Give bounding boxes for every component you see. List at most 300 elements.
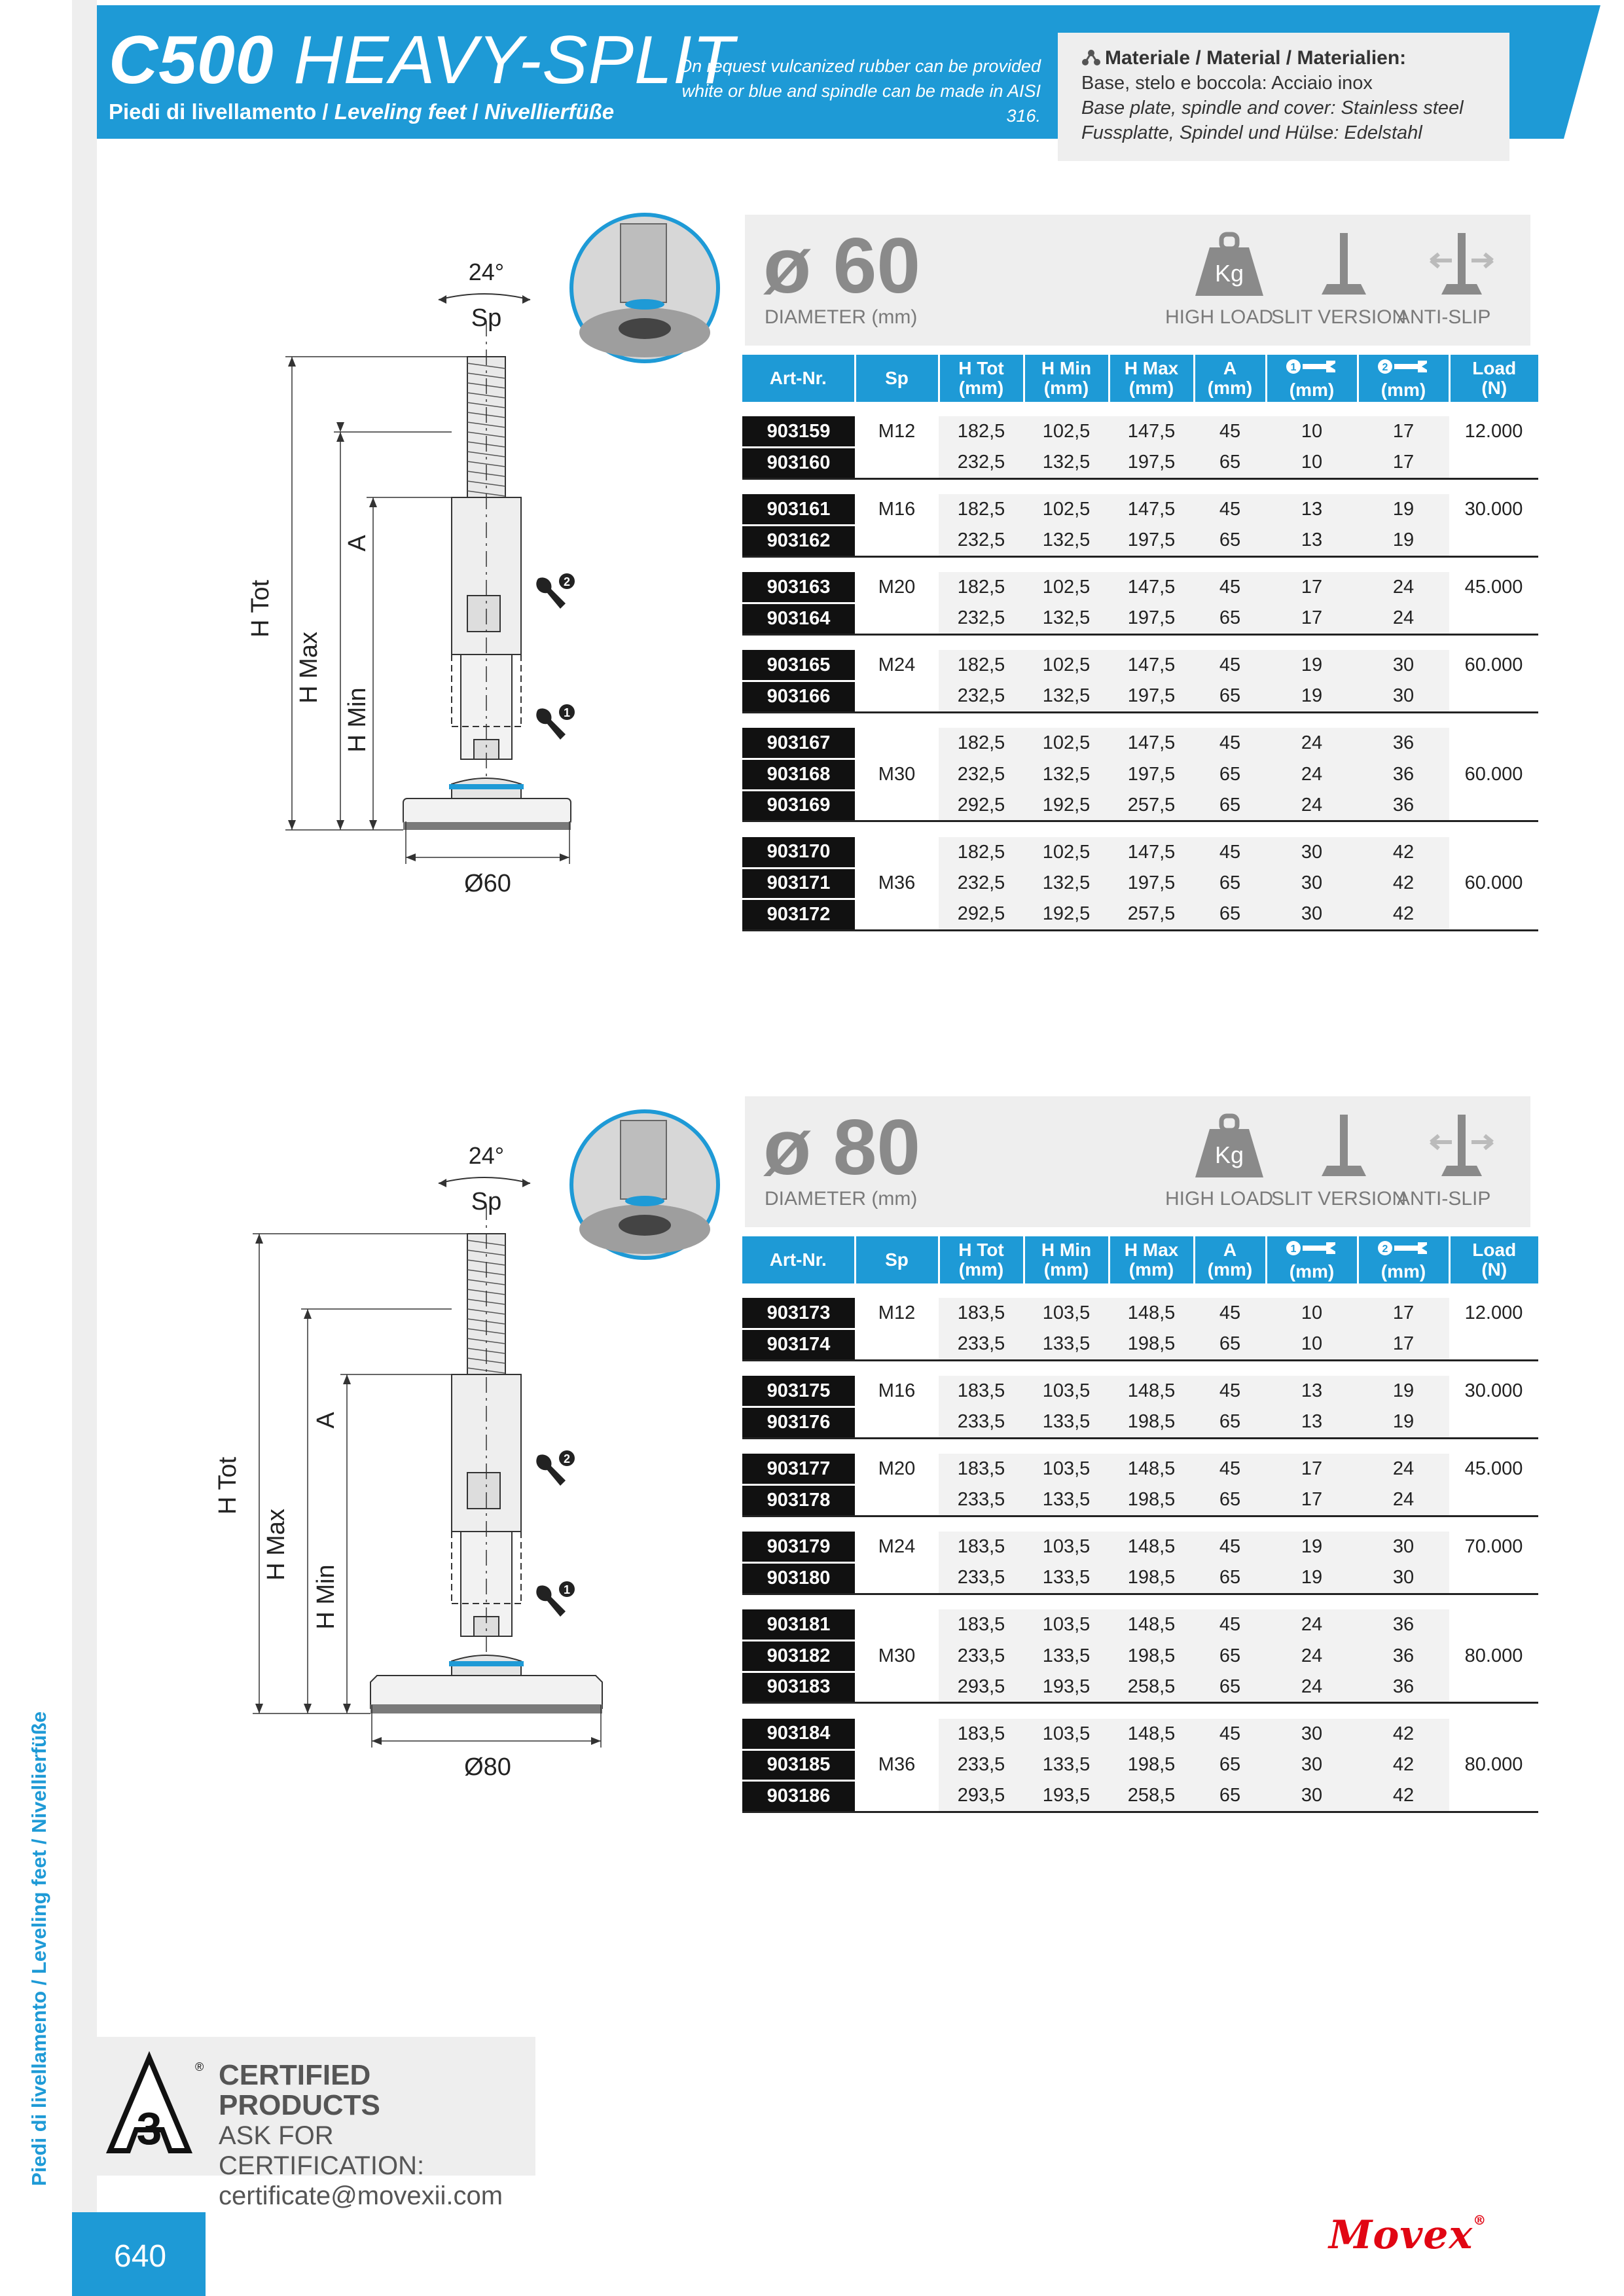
- h-max-value: 147,5: [1109, 416, 1194, 448]
- wrench-2-value: 17: [1358, 448, 1449, 479]
- h-max-value: 197,5: [1109, 526, 1194, 557]
- h-max-value: 148,5: [1109, 1532, 1194, 1563]
- col-htot: H Tot (mm): [939, 355, 1024, 402]
- anti-slip-icon: [1426, 1109, 1498, 1181]
- h-max-value: 258,5: [1109, 1672, 1194, 1703]
- a-value: 65: [1194, 526, 1266, 557]
- art-number: 903159: [742, 416, 855, 448]
- table-spacer: [742, 1360, 1538, 1376]
- h-min-value: 133,5: [1024, 1485, 1109, 1516]
- h-max-value: 197,5: [1109, 603, 1194, 635]
- col-wrench-2: 2 (mm): [1358, 1236, 1449, 1283]
- art-number: 903167: [742, 728, 855, 759]
- a-value: 65: [1194, 868, 1266, 899]
- a-value: 65: [1194, 759, 1266, 791]
- h-max-value: 148,5: [1109, 1609, 1194, 1641]
- kg-weight-icon: [1190, 1109, 1269, 1181]
- wrench-1-value: 10: [1266, 416, 1358, 448]
- wrench-1-icon: [536, 704, 575, 740]
- h-tot-value: 182,5: [939, 650, 1024, 681]
- thread-size: M12: [855, 1298, 939, 1329]
- subtitle-it: Piedi di livellamento: [109, 99, 317, 124]
- a-value: 65: [1194, 681, 1266, 713]
- thread-size: [855, 1781, 939, 1812]
- a-value: 65: [1194, 1781, 1266, 1812]
- wrench-2-value: 42: [1358, 868, 1449, 899]
- load-value: 45.000: [1449, 1454, 1538, 1485]
- table-row: [742, 572, 1538, 603]
- h-max-value: 147,5: [1109, 494, 1194, 526]
- wrench-1-value: 13: [1266, 1376, 1358, 1407]
- wrench-2-value: 42: [1358, 1749, 1449, 1781]
- wrench-1-value: 30: [1266, 868, 1358, 899]
- table-row: [742, 1672, 1538, 1703]
- table-row: [742, 416, 1538, 448]
- diameter-value: ø 60: [763, 222, 921, 310]
- load-value: [1449, 1563, 1538, 1594]
- wrench-1-value: 13: [1266, 526, 1358, 557]
- wrench-1-value: 10: [1266, 448, 1358, 479]
- note-line: On request vulcanized rubber can be provided: [678, 56, 1041, 76]
- art-number: 903170: [742, 837, 855, 869]
- h-max-value: 197,5: [1109, 681, 1194, 713]
- a-value: 65: [1194, 1485, 1266, 1516]
- subtitle-en: Leveling feet: [334, 99, 467, 124]
- h-min-value: 193,5: [1024, 1781, 1109, 1812]
- h-min-value: 102,5: [1024, 572, 1109, 603]
- art-number: 903183: [742, 1672, 855, 1703]
- wrench-2-value: 19: [1358, 1376, 1449, 1407]
- wrench-2-value: 19: [1358, 494, 1449, 526]
- h-tot-value: 182,5: [939, 494, 1024, 526]
- a-value: 65: [1194, 448, 1266, 479]
- h-min-value: 102,5: [1024, 837, 1109, 869]
- h-tot-value: 232,5: [939, 681, 1024, 713]
- thread-size: M12: [855, 416, 939, 448]
- wrench-2-value: 42: [1358, 1719, 1449, 1750]
- label-h-tot: H Tot: [247, 579, 274, 638]
- svg-text:2: 2: [563, 575, 571, 588]
- h-tot-value: 182,5: [939, 572, 1024, 603]
- thread-size: [855, 728, 939, 759]
- table-row: [742, 526, 1538, 557]
- note-line: white or blue and spindle can be made in AISI 316.: [681, 81, 1041, 126]
- load-value: 30.000: [1449, 494, 1538, 526]
- h-tot-value: 293,5: [939, 1672, 1024, 1703]
- brand-logo: [1329, 2212, 1487, 2258]
- h-min-value: 132,5: [1024, 526, 1109, 557]
- a-value: 65: [1194, 603, 1266, 635]
- h-min-value: 132,5: [1024, 603, 1109, 635]
- subtitle-de: Nivellierfüße: [484, 99, 615, 124]
- thread-size: [855, 790, 939, 821]
- h-min-value: 132,5: [1024, 868, 1109, 899]
- h-max-value: 148,5: [1109, 1298, 1194, 1329]
- subtitle-sep: /: [316, 99, 334, 124]
- art-number: 903184: [742, 1719, 855, 1750]
- table-row: [742, 1749, 1538, 1781]
- h-tot-value: 293,5: [939, 1781, 1024, 1812]
- load-value: 60.000: [1449, 868, 1538, 899]
- wrench-2-value: 24: [1358, 1454, 1449, 1485]
- a-value: 45: [1194, 650, 1266, 681]
- h-tot-value: 182,5: [939, 837, 1024, 869]
- thread-size: [855, 448, 939, 479]
- material-heading: [1081, 46, 1509, 71]
- table-header-row: [742, 1236, 1538, 1283]
- thread-size: [855, 1485, 939, 1516]
- table-row: [742, 899, 1538, 931]
- load-value: 12.000: [1449, 1298, 1538, 1329]
- table-spacer: [742, 1594, 1538, 1609]
- spec-header-80: [745, 1096, 1530, 1227]
- thread-size: M24: [855, 1532, 939, 1563]
- h-tot-value: 233,5: [939, 1329, 1024, 1361]
- art-number: 903165: [742, 650, 855, 681]
- thread-size: M24: [855, 650, 939, 681]
- load-value: [1449, 1672, 1538, 1703]
- label-sp: Sp: [471, 304, 502, 332]
- wrench-2-icon: [1377, 357, 1430, 376]
- h-max-value: 257,5: [1109, 790, 1194, 821]
- a-value: 45: [1194, 572, 1266, 603]
- feature-slit-version: SLIT VERSION: [1271, 1188, 1407, 1210]
- wrench-2-value: 19: [1358, 526, 1449, 557]
- h-min-value: 102,5: [1024, 416, 1109, 448]
- label-h-min: H Min: [312, 1564, 340, 1630]
- cert-ask: ASK FOR CERTIFICATION:: [219, 2121, 425, 2180]
- data-table-80: [742, 1236, 1538, 1813]
- load-value: [1449, 448, 1538, 479]
- h-max-value: 197,5: [1109, 759, 1194, 791]
- wrench-2-value: 36: [1358, 728, 1449, 759]
- h-tot-value: 232,5: [939, 759, 1024, 791]
- detail-photo: [571, 1111, 718, 1258]
- spec-header-60: [745, 215, 1530, 346]
- wrench-1-value: 24: [1266, 759, 1358, 791]
- thread-size: [855, 899, 939, 931]
- table-row: [742, 1563, 1538, 1594]
- h-max-value: 198,5: [1109, 1641, 1194, 1672]
- col-sp: Sp: [855, 1236, 939, 1283]
- wrench-2-value: 19: [1358, 1407, 1449, 1439]
- wrench-1-value: 19: [1266, 681, 1358, 713]
- wrench-2-value: 30: [1358, 1563, 1449, 1594]
- h-min-value: 132,5: [1024, 759, 1109, 791]
- wrench-2-value: 24: [1358, 572, 1449, 603]
- art-number: 903162: [742, 526, 855, 557]
- load-value: 70.000: [1449, 1532, 1538, 1563]
- h-min-value: 133,5: [1024, 1563, 1109, 1594]
- wrench-2-value: 30: [1358, 681, 1449, 713]
- material-en: Base plate, spindle and cover: Stainless steel: [1081, 98, 1464, 118]
- wrench-2-icon: [1377, 1238, 1430, 1258]
- table-row: [742, 837, 1538, 869]
- wrench-1-value: 19: [1266, 650, 1358, 681]
- page-title: [109, 22, 735, 98]
- feature-slit-version: SLIT VERSION: [1271, 306, 1407, 328]
- col-hmin: H Min (mm): [1024, 1236, 1109, 1283]
- load-value: [1449, 1719, 1538, 1750]
- art-number: 903186: [742, 1781, 855, 1812]
- wrench-1-value: 10: [1266, 1329, 1358, 1361]
- load-value: 60.000: [1449, 759, 1538, 791]
- h-max-value: 198,5: [1109, 1407, 1194, 1439]
- wrench-1-value: 17: [1266, 1485, 1358, 1516]
- feature-high-load: HIGH LOAD: [1165, 1188, 1274, 1210]
- table-row: [742, 790, 1538, 821]
- thread-size: [855, 526, 939, 557]
- table-spacer: [742, 712, 1538, 728]
- art-number: 903173: [742, 1298, 855, 1329]
- h-min-value: 103,5: [1024, 1719, 1109, 1750]
- h-min-value: 193,5: [1024, 1672, 1109, 1703]
- a-value: 65: [1194, 1563, 1266, 1594]
- art-number: 903160: [742, 448, 855, 479]
- thread-size: M16: [855, 494, 939, 526]
- h-min-value: 103,5: [1024, 1532, 1109, 1563]
- certification-box: [72, 2037, 535, 2210]
- wrench-1-value: 13: [1266, 1407, 1358, 1439]
- a-value: 45: [1194, 1719, 1266, 1750]
- load-value: 80.000: [1449, 1749, 1538, 1781]
- feature-anti-slip: ANTI-SLIP: [1397, 1188, 1491, 1210]
- col-sp: Sp: [855, 355, 939, 402]
- table-row: [742, 494, 1538, 526]
- table-spacer: [742, 634, 1538, 650]
- h-max-value: 147,5: [1109, 728, 1194, 759]
- wrench-2-value: 42: [1358, 837, 1449, 869]
- kg-label: Kg: [1214, 260, 1244, 287]
- h-tot-value: 183,5: [939, 1719, 1024, 1750]
- a-value: 45: [1194, 1298, 1266, 1329]
- thread-size: [855, 1719, 939, 1750]
- load-value: [1449, 1329, 1538, 1361]
- a-value: 45: [1194, 1376, 1266, 1407]
- col-load: Load (N): [1449, 355, 1538, 402]
- svg-text:1: 1: [563, 706, 571, 719]
- subtitle-sep: /: [466, 99, 485, 124]
- h-tot-value: 232,5: [939, 603, 1024, 635]
- h-max-value: 197,5: [1109, 448, 1194, 479]
- wrench-2-value: 36: [1358, 790, 1449, 821]
- h-max-value: 148,5: [1109, 1719, 1194, 1750]
- wrench-2-value: 36: [1358, 1641, 1449, 1672]
- h-max-value: 147,5: [1109, 650, 1194, 681]
- table-row: [742, 1376, 1538, 1407]
- col-hmax: H Max (mm): [1109, 355, 1194, 402]
- art-number: 903163: [742, 572, 855, 603]
- h-tot-value: 233,5: [939, 1407, 1024, 1439]
- col-art: Art-Nr.: [742, 355, 855, 402]
- h-min-value: 132,5: [1024, 448, 1109, 479]
- load-value: [1449, 1609, 1538, 1641]
- h-tot-value: 233,5: [939, 1641, 1024, 1672]
- technical-drawing-60: [236, 223, 733, 923]
- svg-text:®: ®: [195, 2060, 204, 2073]
- table-spacer: [742, 402, 1538, 416]
- wrench-1-value: 24: [1266, 790, 1358, 821]
- load-value: [1449, 1485, 1538, 1516]
- svg-text:1: 1: [1290, 362, 1297, 373]
- a-value: 45: [1194, 416, 1266, 448]
- a-value: 65: [1194, 1407, 1266, 1439]
- label-angle: 24°: [468, 259, 505, 285]
- col-hmax: H Max (mm): [1109, 1236, 1194, 1283]
- h-min-value: 103,5: [1024, 1376, 1109, 1407]
- table-row: [742, 1298, 1538, 1329]
- label-h-max: H Max: [295, 632, 323, 704]
- label-h-min: H Min: [344, 687, 371, 753]
- model-variant: HEAVY-SPLIT: [293, 22, 735, 98]
- col-art: Art-Nr.: [742, 1236, 855, 1283]
- col-wrench-1: 1 (mm): [1266, 355, 1358, 402]
- h-min-value: 102,5: [1024, 494, 1109, 526]
- material-box: [1058, 33, 1509, 161]
- a-value: 65: [1194, 1329, 1266, 1361]
- wrench-2-value: 24: [1358, 603, 1449, 635]
- h-tot-value: 292,5: [939, 899, 1024, 931]
- a-value: 45: [1194, 728, 1266, 759]
- h-min-value: 133,5: [1024, 1407, 1109, 1439]
- svg-text:1: 1: [563, 1583, 571, 1596]
- cert-mark: 3: [136, 2103, 162, 2154]
- wrench-1-icon: [1286, 1238, 1338, 1258]
- load-value: [1449, 526, 1538, 557]
- table-row: [742, 1719, 1538, 1750]
- h-tot-value: 292,5: [939, 790, 1024, 821]
- table-spacer: [742, 1516, 1538, 1532]
- wrench-2-value: 42: [1358, 1781, 1449, 1812]
- header-note: [655, 54, 1041, 128]
- h-tot-value: 182,5: [939, 416, 1024, 448]
- h-tot-value: 232,5: [939, 526, 1024, 557]
- h-tot-value: 232,5: [939, 868, 1024, 899]
- wrench-1-value: 24: [1266, 1609, 1358, 1641]
- page-number: 640: [114, 2239, 167, 2274]
- wrench-2-value: 36: [1358, 1672, 1449, 1703]
- diameter-value: ø 80: [763, 1103, 921, 1191]
- a-value: 65: [1194, 1749, 1266, 1781]
- thread-size: M30: [855, 1641, 939, 1672]
- load-value: 60.000: [1449, 650, 1538, 681]
- h-min-value: 192,5: [1024, 790, 1109, 821]
- model-name: C500: [109, 22, 274, 98]
- col-wrench-2: 2 (mm): [1358, 355, 1449, 402]
- art-number: 903179: [742, 1532, 855, 1563]
- a-value: 45: [1194, 1532, 1266, 1563]
- table-row: [742, 1407, 1538, 1439]
- art-number: 903169: [742, 790, 855, 821]
- wrench-2-value: 42: [1358, 899, 1449, 931]
- table-spacer: [742, 478, 1538, 494]
- data-table-60: [742, 355, 1538, 931]
- art-number: 903174: [742, 1329, 855, 1361]
- side-caption: Piedi di livellamento / Leveling feet / Nivellierfüße: [27, 1711, 50, 2186]
- wrench-1-value: 24: [1266, 1641, 1358, 1672]
- load-value: [1449, 790, 1538, 821]
- wrench-1-value: 30: [1266, 899, 1358, 931]
- wrench-1-value: 24: [1266, 728, 1358, 759]
- wrench-2-icon: [536, 1450, 575, 1486]
- h-tot-value: 183,5: [939, 1298, 1024, 1329]
- h-min-value: 133,5: [1024, 1641, 1109, 1672]
- wrench-1-value: 30: [1266, 1749, 1358, 1781]
- art-number: 903182: [742, 1641, 855, 1672]
- art-number: 903164: [742, 603, 855, 635]
- thread-size: [855, 1672, 939, 1703]
- kg-weight-icon: [1190, 228, 1269, 300]
- art-number: 903178: [742, 1485, 855, 1516]
- a-value: 45: [1194, 494, 1266, 526]
- table-spacer: [742, 1703, 1538, 1719]
- label-angle: 24°: [468, 1142, 505, 1169]
- load-value: [1449, 681, 1538, 713]
- svg-text:2: 2: [1382, 1244, 1388, 1255]
- h-tot-value: 183,5: [939, 1609, 1024, 1641]
- table-row: [742, 650, 1538, 681]
- thread-size: [855, 1329, 939, 1361]
- wrench-1-value: 30: [1266, 837, 1358, 869]
- thread-size: [855, 1609, 939, 1641]
- cert-email[interactable]: certificate@movexii.com: [219, 2181, 503, 2210]
- art-number: 903177: [742, 1454, 855, 1485]
- h-tot-value: 233,5: [939, 1749, 1024, 1781]
- wrench-2-value: 17: [1358, 416, 1449, 448]
- table-spacer: [742, 556, 1538, 572]
- table-row: [742, 1532, 1538, 1563]
- table-header-row: [742, 355, 1538, 402]
- art-number: 903172: [742, 899, 855, 931]
- table-row: [742, 1609, 1538, 1641]
- thread-size: M20: [855, 1454, 939, 1485]
- h-min-value: 102,5: [1024, 728, 1109, 759]
- load-value: [1449, 1407, 1538, 1439]
- table-row: [742, 1781, 1538, 1812]
- h-min-value: 103,5: [1024, 1609, 1109, 1641]
- anti-slip-icon: [1426, 228, 1498, 300]
- wrench-2-icon: [536, 573, 575, 609]
- h-min-value: 102,5: [1024, 650, 1109, 681]
- material-de: Fussplatte, Spindel und Hülse: Edelstahl: [1081, 122, 1422, 143]
- art-number: 903168: [742, 759, 855, 791]
- h-tot-value: 233,5: [939, 1485, 1024, 1516]
- h-max-value: 148,5: [1109, 1454, 1194, 1485]
- table-spacer: [742, 1283, 1538, 1298]
- table-row: [742, 681, 1538, 713]
- wrench-2-value: 36: [1358, 759, 1449, 791]
- label-diameter: Ø60: [464, 870, 511, 897]
- load-value: 12.000: [1449, 416, 1538, 448]
- thread-size: M36: [855, 1749, 939, 1781]
- col-hmin: H Min (mm): [1024, 355, 1109, 402]
- table-row: [742, 1454, 1538, 1485]
- art-number: 903180: [742, 1563, 855, 1594]
- col-load: Load (N): [1449, 1236, 1538, 1283]
- registered-mark: ®: [1473, 2212, 1487, 2228]
- h-max-value: 198,5: [1109, 1329, 1194, 1361]
- col-a: A (mm): [1194, 355, 1266, 402]
- h-min-value: 103,5: [1024, 1454, 1109, 1485]
- wrench-2-value: 36: [1358, 1609, 1449, 1641]
- a3-certification-logo: [97, 2053, 202, 2157]
- wrench-2-value: 17: [1358, 1298, 1449, 1329]
- slit-version-icon: [1318, 228, 1370, 300]
- table-row: [742, 1485, 1538, 1516]
- thread-size: M20: [855, 572, 939, 603]
- kg-label: Kg: [1214, 1141, 1244, 1168]
- load-value: [1449, 1781, 1538, 1812]
